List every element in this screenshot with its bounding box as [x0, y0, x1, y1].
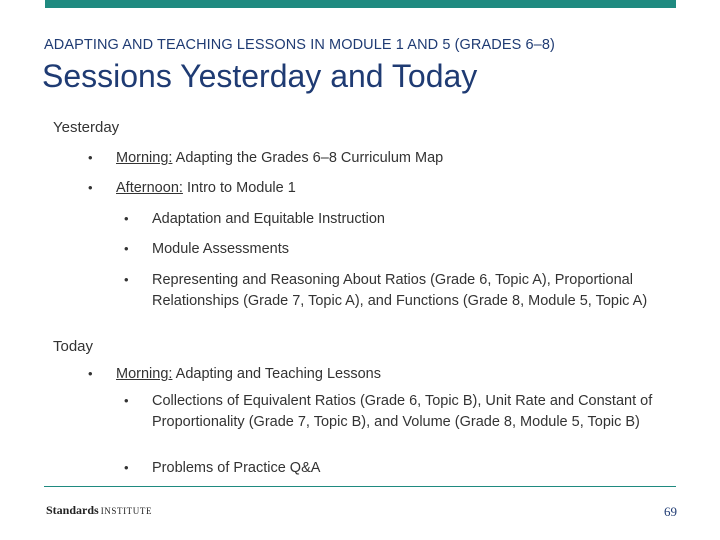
afternoon-text: Intro to Module 1: [182, 180, 296, 196]
bullet-icon: •: [124, 241, 129, 256]
logo-brand: Standards: [46, 503, 99, 517]
bullet-icon: •: [124, 460, 129, 475]
bullet-icon: •: [88, 180, 93, 195]
bullet-icon: •: [124, 393, 129, 408]
bullet-icon: •: [124, 272, 129, 287]
today-morning-item: [88, 364, 668, 385]
standards-institute-logo: [46, 503, 152, 518]
morning-subitem: [124, 391, 669, 432]
footer-divider: [44, 486, 676, 487]
afternoon-subitem: [124, 239, 669, 260]
page-number: 69: [664, 504, 677, 519]
morning-label: Morning:: [116, 150, 173, 166]
logo-suffix: INSTITUTE: [100, 506, 153, 516]
section-kicker: ADAPTING AND TEACHING LESSONS IN MODULE 1 AND 5 (GRADES 6–8): [44, 37, 555, 53]
today-heading: Today: [53, 338, 94, 355]
subitem-text: Representing and Reasoning About Ratios (Grade 6, Topic A), Proportional Relationships (Grade 7, Topic A), and Functions (Grade 8, Module 5, Topic A): [152, 272, 648, 309]
bullet-icon: •: [88, 366, 93, 381]
subitem-text: Adaptation and Equitable Instruction: [152, 211, 385, 227]
morning-text: Adapting and Teaching Lessons: [172, 366, 381, 382]
subitem-text: Module Assessments: [152, 241, 290, 257]
bullet-icon: •: [88, 150, 93, 165]
morning-label: Morning:: [116, 366, 173, 382]
page-title: Sessions Yesterday and Today: [42, 58, 478, 94]
bullet-icon: •: [124, 211, 129, 226]
yesterday-afternoon-item: [88, 178, 668, 199]
subitem-text: Problems of Practice Q&A: [152, 460, 321, 476]
yesterday-morning-item: [88, 148, 668, 169]
yesterday-heading: Yesterday: [53, 119, 120, 136]
afternoon-subitem: [124, 209, 669, 230]
morning-subitem: [124, 458, 669, 479]
subitem-text: Collections of Equivalent Ratios (Grade 6, Topic B), Unit Rate and Constant of Proportionality (Grade 7, Topic B), and Volume (Grade 8, Module 5, Topic B): [152, 393, 653, 430]
afternoon-label: Afternoon:: [116, 180, 183, 196]
afternoon-subitem: [124, 270, 669, 311]
top-accent-bar: [45, 0, 676, 8]
morning-text: Adapting the Grades 6–8 Curriculum Map: [172, 150, 444, 166]
